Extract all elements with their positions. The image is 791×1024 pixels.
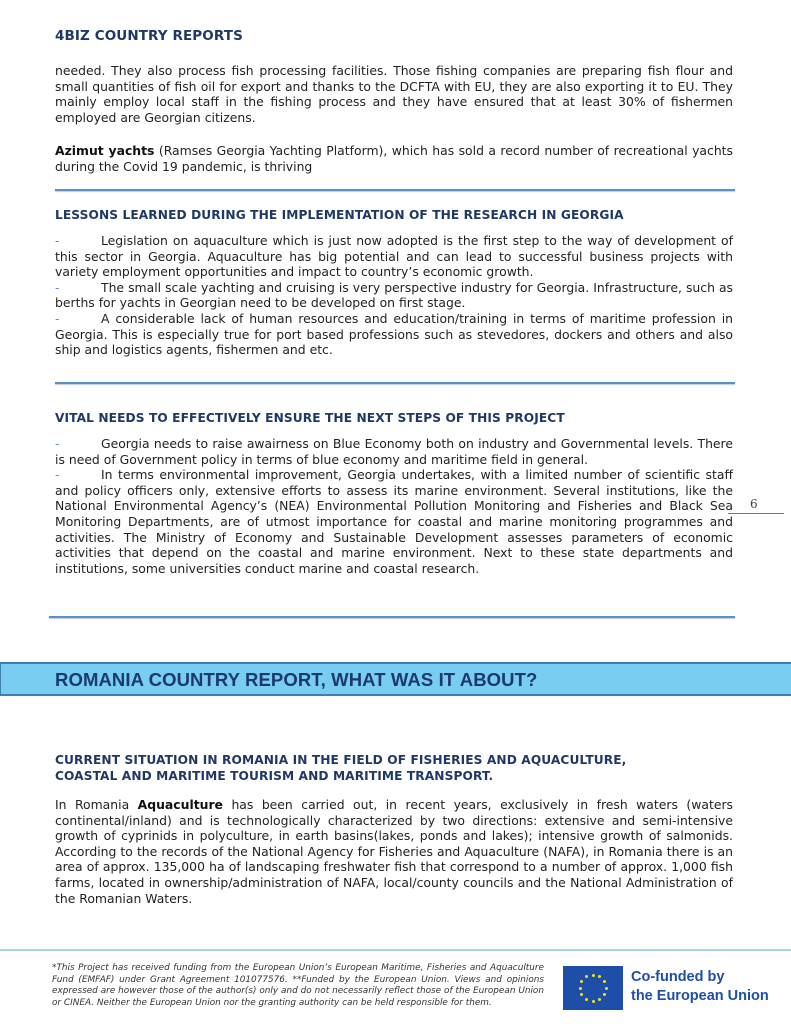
lessons-list — [55, 233, 733, 358]
romania-heading — [55, 752, 745, 784]
lessons-item — [55, 311, 733, 358]
lessons-item — [55, 233, 733, 280]
eu-star — [605, 987, 608, 990]
lessons-heading: LESSONS LEARNED DURING THE IMPLEMENTATION OF THE RESEARCH IN GEORGIA — [55, 208, 624, 222]
romania-text-start: In Romania — [55, 797, 138, 812]
section-divider — [55, 382, 735, 384]
page-number: 6 — [728, 497, 784, 514]
needs-item-text: Georgia needs to raise awairness on Blue Economy both on industry and Governmental levels. There is need of Government policy in terms of blue economy and maritime field in general. — [55, 436, 733, 467]
eu-star — [580, 980, 583, 983]
lessons-item-text: Legislation on aquaculture which is just now adopted is the first step to the way of development of this sector in Georgia. Aquaculture has big potential and can lead to successful business projects with variety employment opportunities and impact to country’s economic growth. — [55, 233, 733, 280]
eu-text-line1: Co-funded by — [631, 969, 725, 985]
romania-heading-line1: CURRENT SITUATION IN ROMANIA IN THE FIELD OF FISHERIES AND AQUACULTURE, — [55, 753, 627, 767]
dash-marker: - — [55, 436, 60, 451]
footer-divider — [0, 949, 791, 951]
funding-disclaimer: *This Project has received funding from the European Union’s European Maritime, Fisheries and Aquaculture Fund (EMFAF) under Grant Agreement 101077576. **Funded by the European Union. Views and opinions expressed are however those of the author(s) only and do not necessarily reflect those of the European Union or CINEA. Neither the European Union nor the granting authority can be held responsible for them. — [52, 963, 544, 1009]
needs-list — [55, 436, 733, 576]
lessons-item-text: The small scale yachting and cruising is very perspective industry for Georgia. Infrastructure, such as berths for yachts in Georgian need to be developed on first stage. — [55, 279, 733, 311]
section-banner — [0, 662, 791, 696]
eu-cofunded-logo-text — [631, 968, 769, 1006]
romania-text-rest: has been carried out, in recent years, exclusively in fresh waters (waters continental/inland) and is technologically characterized by two directions: extensive and semi-intensive growth of cyprinids in polyculture, in earth basins(lakes, ponds and lakes); intensive growth of salmonids. According to the records of the National Agency for Fisheries and Aquaculture (NAFA), in Romania there is an area of approx. 135,000 ha of landscaping freshwater fish that correspond to a number of approx. 1,000 fish farms, located in ownership/administration of NAFA, local/county councils and the National Administration of the Romanian Waters. — [55, 797, 733, 906]
section-divider — [55, 189, 735, 191]
eu-star — [585, 975, 588, 978]
needs-item — [55, 436, 733, 467]
romania-paragraph — [55, 797, 733, 906]
eu-star — [603, 993, 606, 996]
eu-star — [603, 980, 606, 983]
eu-text-line2: the European Union — [631, 988, 769, 1004]
eu-star — [598, 975, 601, 978]
needs-item — [55, 467, 733, 576]
eu-star — [592, 974, 595, 977]
banner-title: ROMANIA COUNTRY REPORT, WHAT WAS IT ABOUT? — [55, 669, 538, 690]
azimut-text: (Ramses Georgia Yachting Platform), which has sold a record number of recreational yachts during the Covid 19 pandemic, is thriving — [55, 143, 733, 174]
dash-marker: - — [55, 310, 60, 326]
eu-star — [592, 1000, 595, 1003]
page-header-title: 4BIZ COUNTRY REPORTS — [55, 28, 243, 44]
section-divider — [49, 616, 735, 618]
azimut-paragraph — [55, 143, 733, 174]
azimut-bold: Azimut yachts — [55, 143, 155, 158]
aquaculture-bold: Aquaculture — [137, 797, 223, 812]
needs-item-text: In terms environmental improvement, Georgia undertakes, with a limited number of scientific staff and policy officers only, extensive efforts to assess its marine environment. Several institutions, like the National Environmental Agency’s (NEA) Environmental Pollution Monitoring and Fisheries and Black Sea Monitoring Departments, are of utmost importance for coastal and marine monitoring programmes and activities. The Ministry of Economy and Sustainable Development assesses parameters of economic activities that depend on the coastal and marine environment. Next to these state departments and institutions, some universities conduct marine and coastal research. — [55, 467, 733, 576]
romania-heading-line2: COASTAL AND MARITIME TOURISM AND MARITIME TRANSPORT. — [55, 769, 494, 783]
eu-star — [598, 998, 601, 1001]
lessons-item-text: A considerable lack of human resources and education/training in terms of maritime profession in Georgia. This is especially true for port based professions such as stevedores, dockers and others and also ship and logistics agents, fishermen and etc. — [55, 310, 733, 358]
lessons-item — [55, 280, 733, 311]
needs-heading: VITAL NEEDS TO EFFECTIVELY ENSURE THE NEXT STEPS OF THIS PROJECT — [55, 411, 565, 425]
dash-marker: - — [55, 233, 60, 248]
eu-star — [585, 998, 588, 1001]
dash-marker: - — [55, 467, 60, 483]
eu-star — [580, 993, 583, 996]
eu-flag-icon — [563, 966, 623, 1010]
intro-paragraph: needed. They also process fish processing facilities. Those fishing companies are preparing fish flour and small quantities of fish oil for export and thanks to the DCFTA with EU, they are also exporting it to EU. They mainly employ local staff in the fishing process and they have ensured that at least 30% of fishermen employed are Georgian citizens. — [55, 63, 733, 125]
eu-star — [579, 987, 582, 990]
dash-marker: - — [55, 279, 60, 295]
